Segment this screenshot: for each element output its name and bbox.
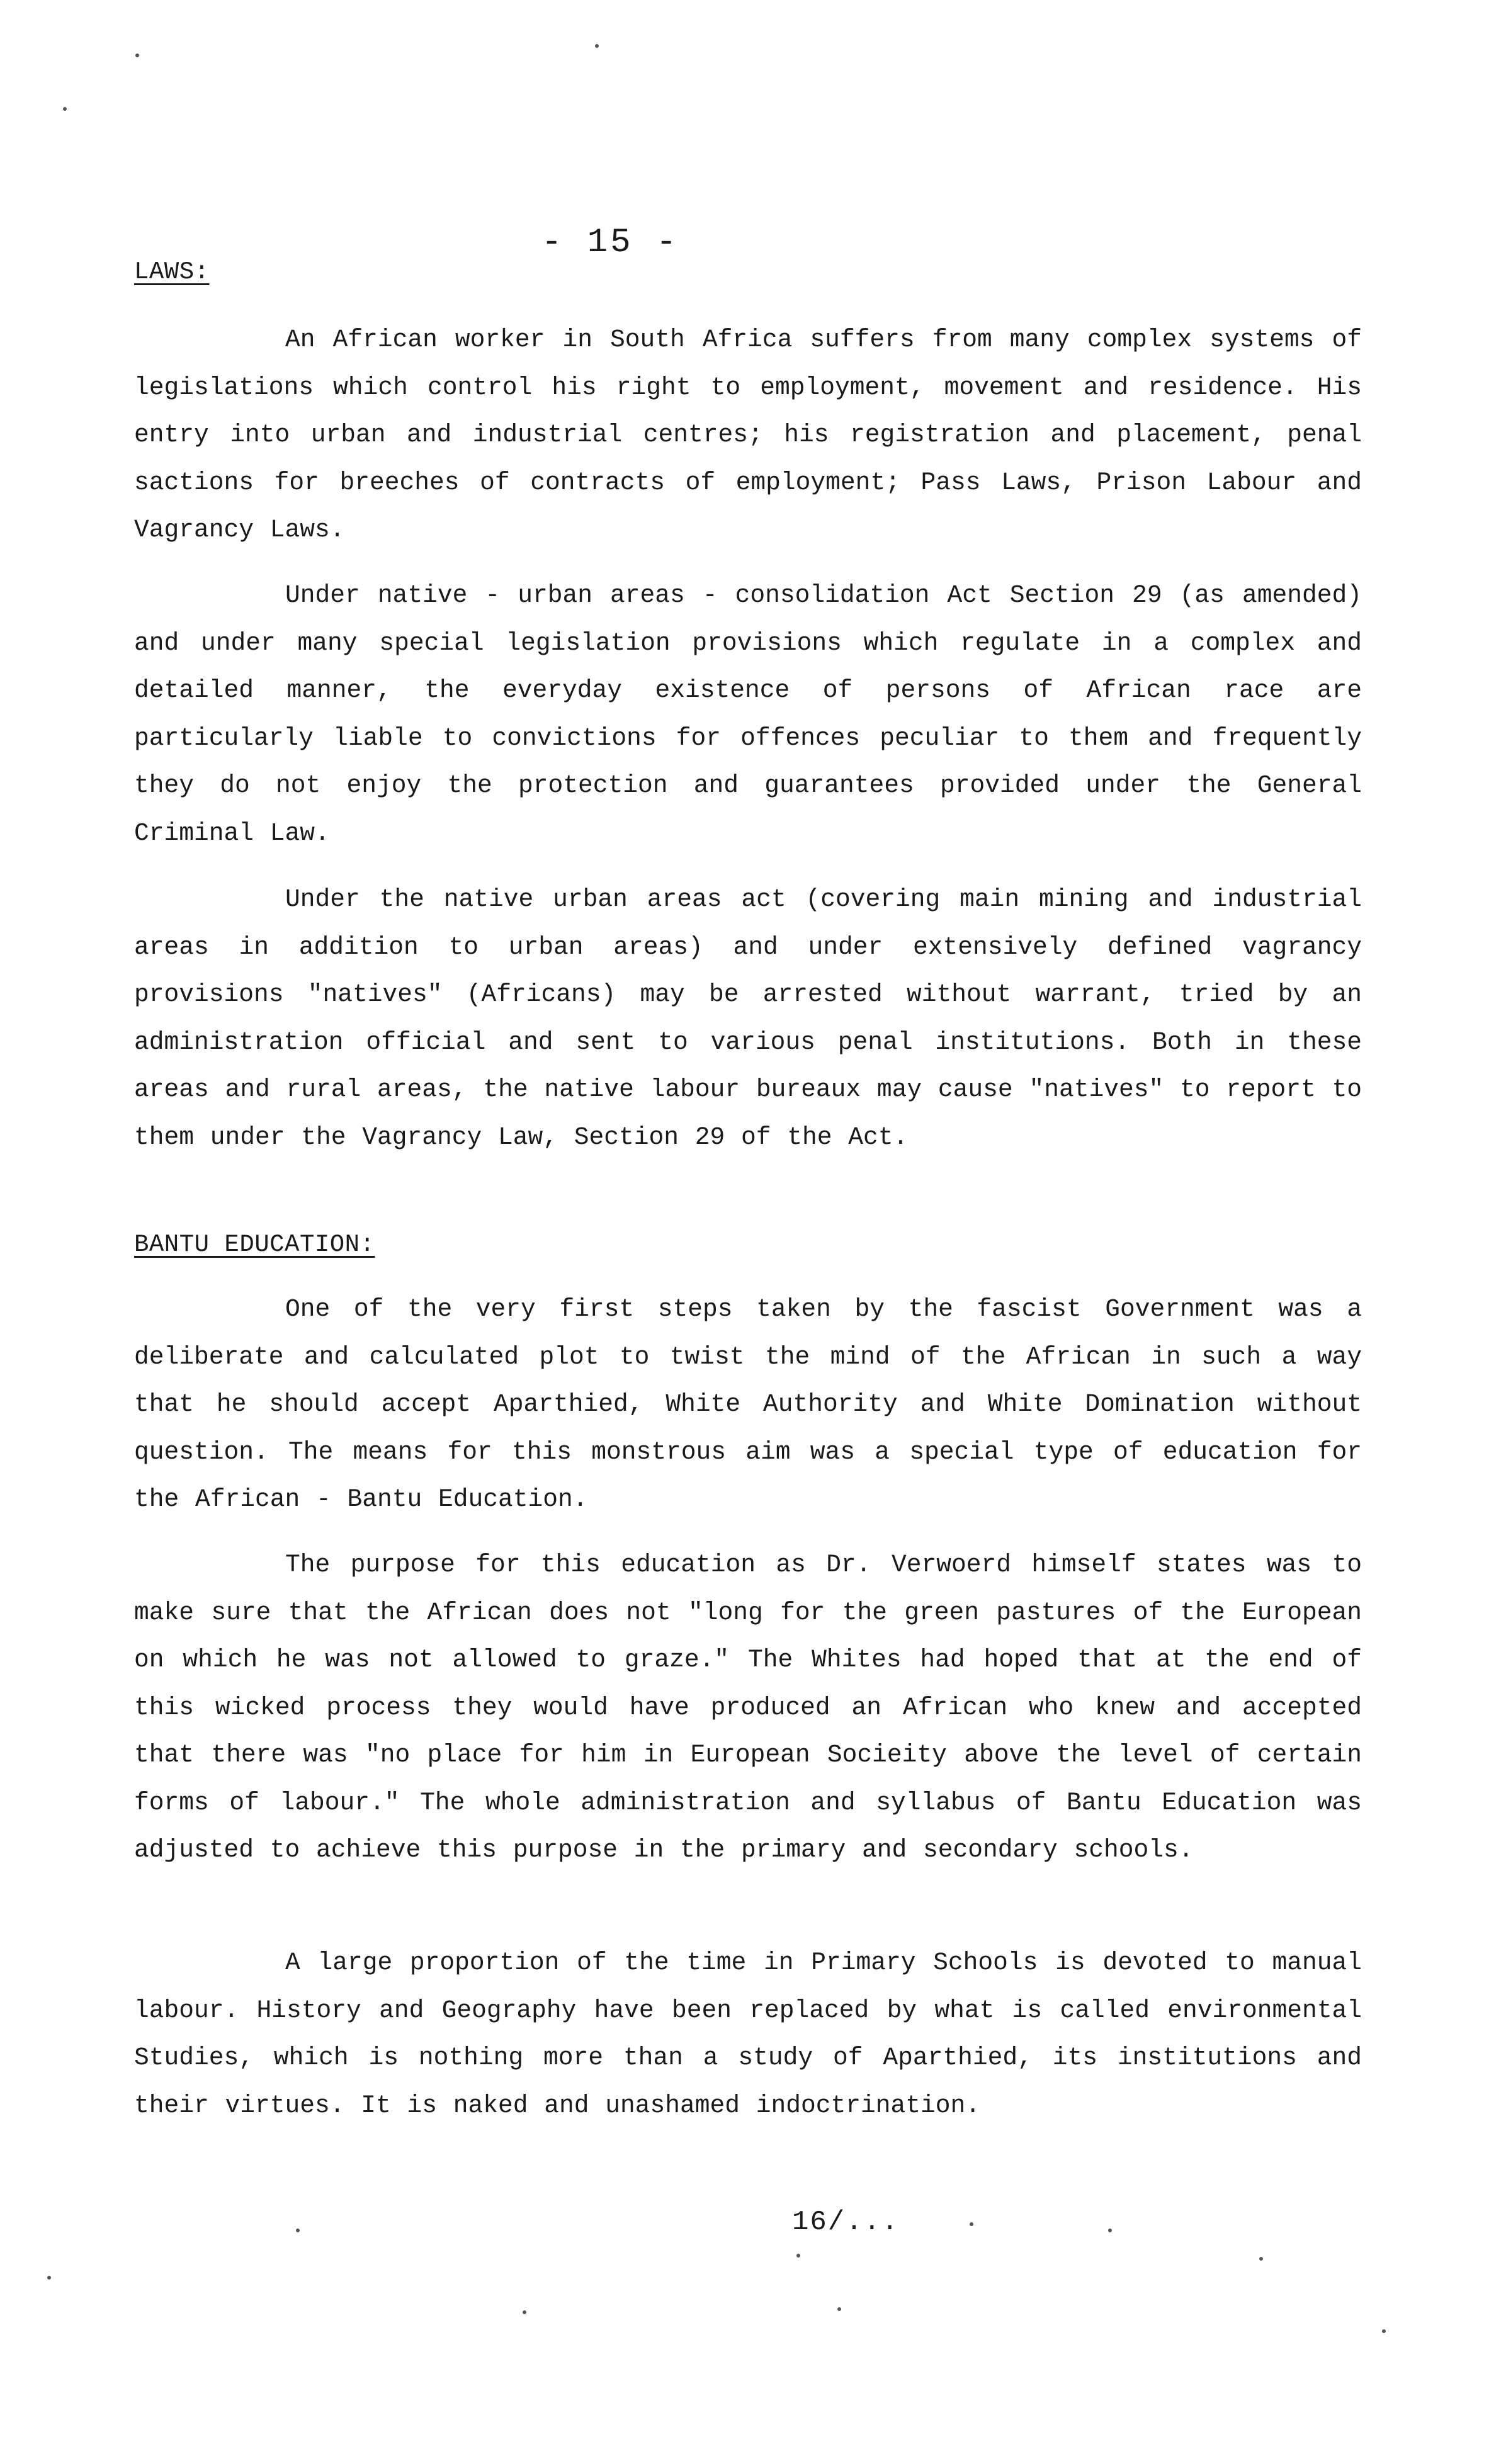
scan-speck (1108, 2229, 1112, 2232)
paragraph-vagrancy: Under the native urban areas act (covering main mining and industrial areas in addition to urban areas) and under extensively defined vagrancy provisions "natives" (Africans) may be arrested without warrant, tried by an administration official and sent to various penal institutions. Both in these areas and rural areas, the native labour bureaux may cause "natives" to report to them under the Vagrancy Law, Section 29 of the Act. (134, 885, 1362, 1151)
scan-speck (135, 54, 139, 57)
next-page-marker: 16/... (792, 2207, 900, 2238)
paragraph-primary-schools: A large proportion of the time in Primary Schools is devoted to manual labour. History and Geography have been replaced by what is called environmental Studies, which is nothing more than a study of Aparthied, its institutions and their virtues. It is naked and unashamed indoctrination. (134, 1948, 1362, 2120)
scan-speck (523, 2310, 526, 2314)
section-heading-laws: LAWS: (134, 258, 210, 286)
scan-speck (796, 2254, 800, 2258)
scan-speck (296, 2229, 300, 2232)
paragraph-laws-intro: An African worker in South Africa suffers from many complex systems of legislations which control his right to employment, movement and residence. His entry into urban and industrial centres; his registration and placement, penal sactions for breeches of contracts of employment; Pass Laws, Prison Labour and Vagrancy Laws. (134, 325, 1362, 544)
scan-speck (1259, 2257, 1263, 2261)
scan-speck (595, 44, 599, 48)
scan-speck (970, 2222, 973, 2226)
paragraph-bantu-intro: One of the very first steps taken by the fascist Government was a deliberate and calculated plot to twist the mind of the African in such a way that he should accept Aparthied, White Authority and White Domination without question. The means for this monstrous aim was a special type of education for the African - Bantu Education. (134, 1295, 1362, 1513)
paragraph-urban-areas-act: Under native - urban areas - consolidation Act Section 29 (as amended) and under many special legislation provisions which regulate in a complex and detailed manner, the everyday existence of persons of African race are particularly liable to convictions for offences peculiar to them and frequently they do not enjoy the protection and guarantees provided under the General Criminal Law. (134, 581, 1362, 847)
page-number: - 15 - (541, 223, 679, 262)
section-heading-bantu-education: BANTU EDUCATION: (134, 1231, 375, 1258)
scan-speck (47, 2276, 51, 2280)
paragraph-bantu-purpose: The purpose for this education as Dr. Verwoerd himself states was to make sure that the African does not "long for the green pastures of the European on which he was not allowed to graze." The Whites had hoped that at the end of this wicked process they would have produced an African who knew and accepted that there was "no place for him in European Socieity above the level of certain forms of labour." The whole administration and syllabus of Bantu Education was adjusted to achieve this purpose in the primary and secondary schools. (134, 1551, 1362, 1864)
scan-speck (1382, 2329, 1386, 2333)
scan-speck (63, 107, 67, 111)
scan-speck (837, 2307, 841, 2311)
